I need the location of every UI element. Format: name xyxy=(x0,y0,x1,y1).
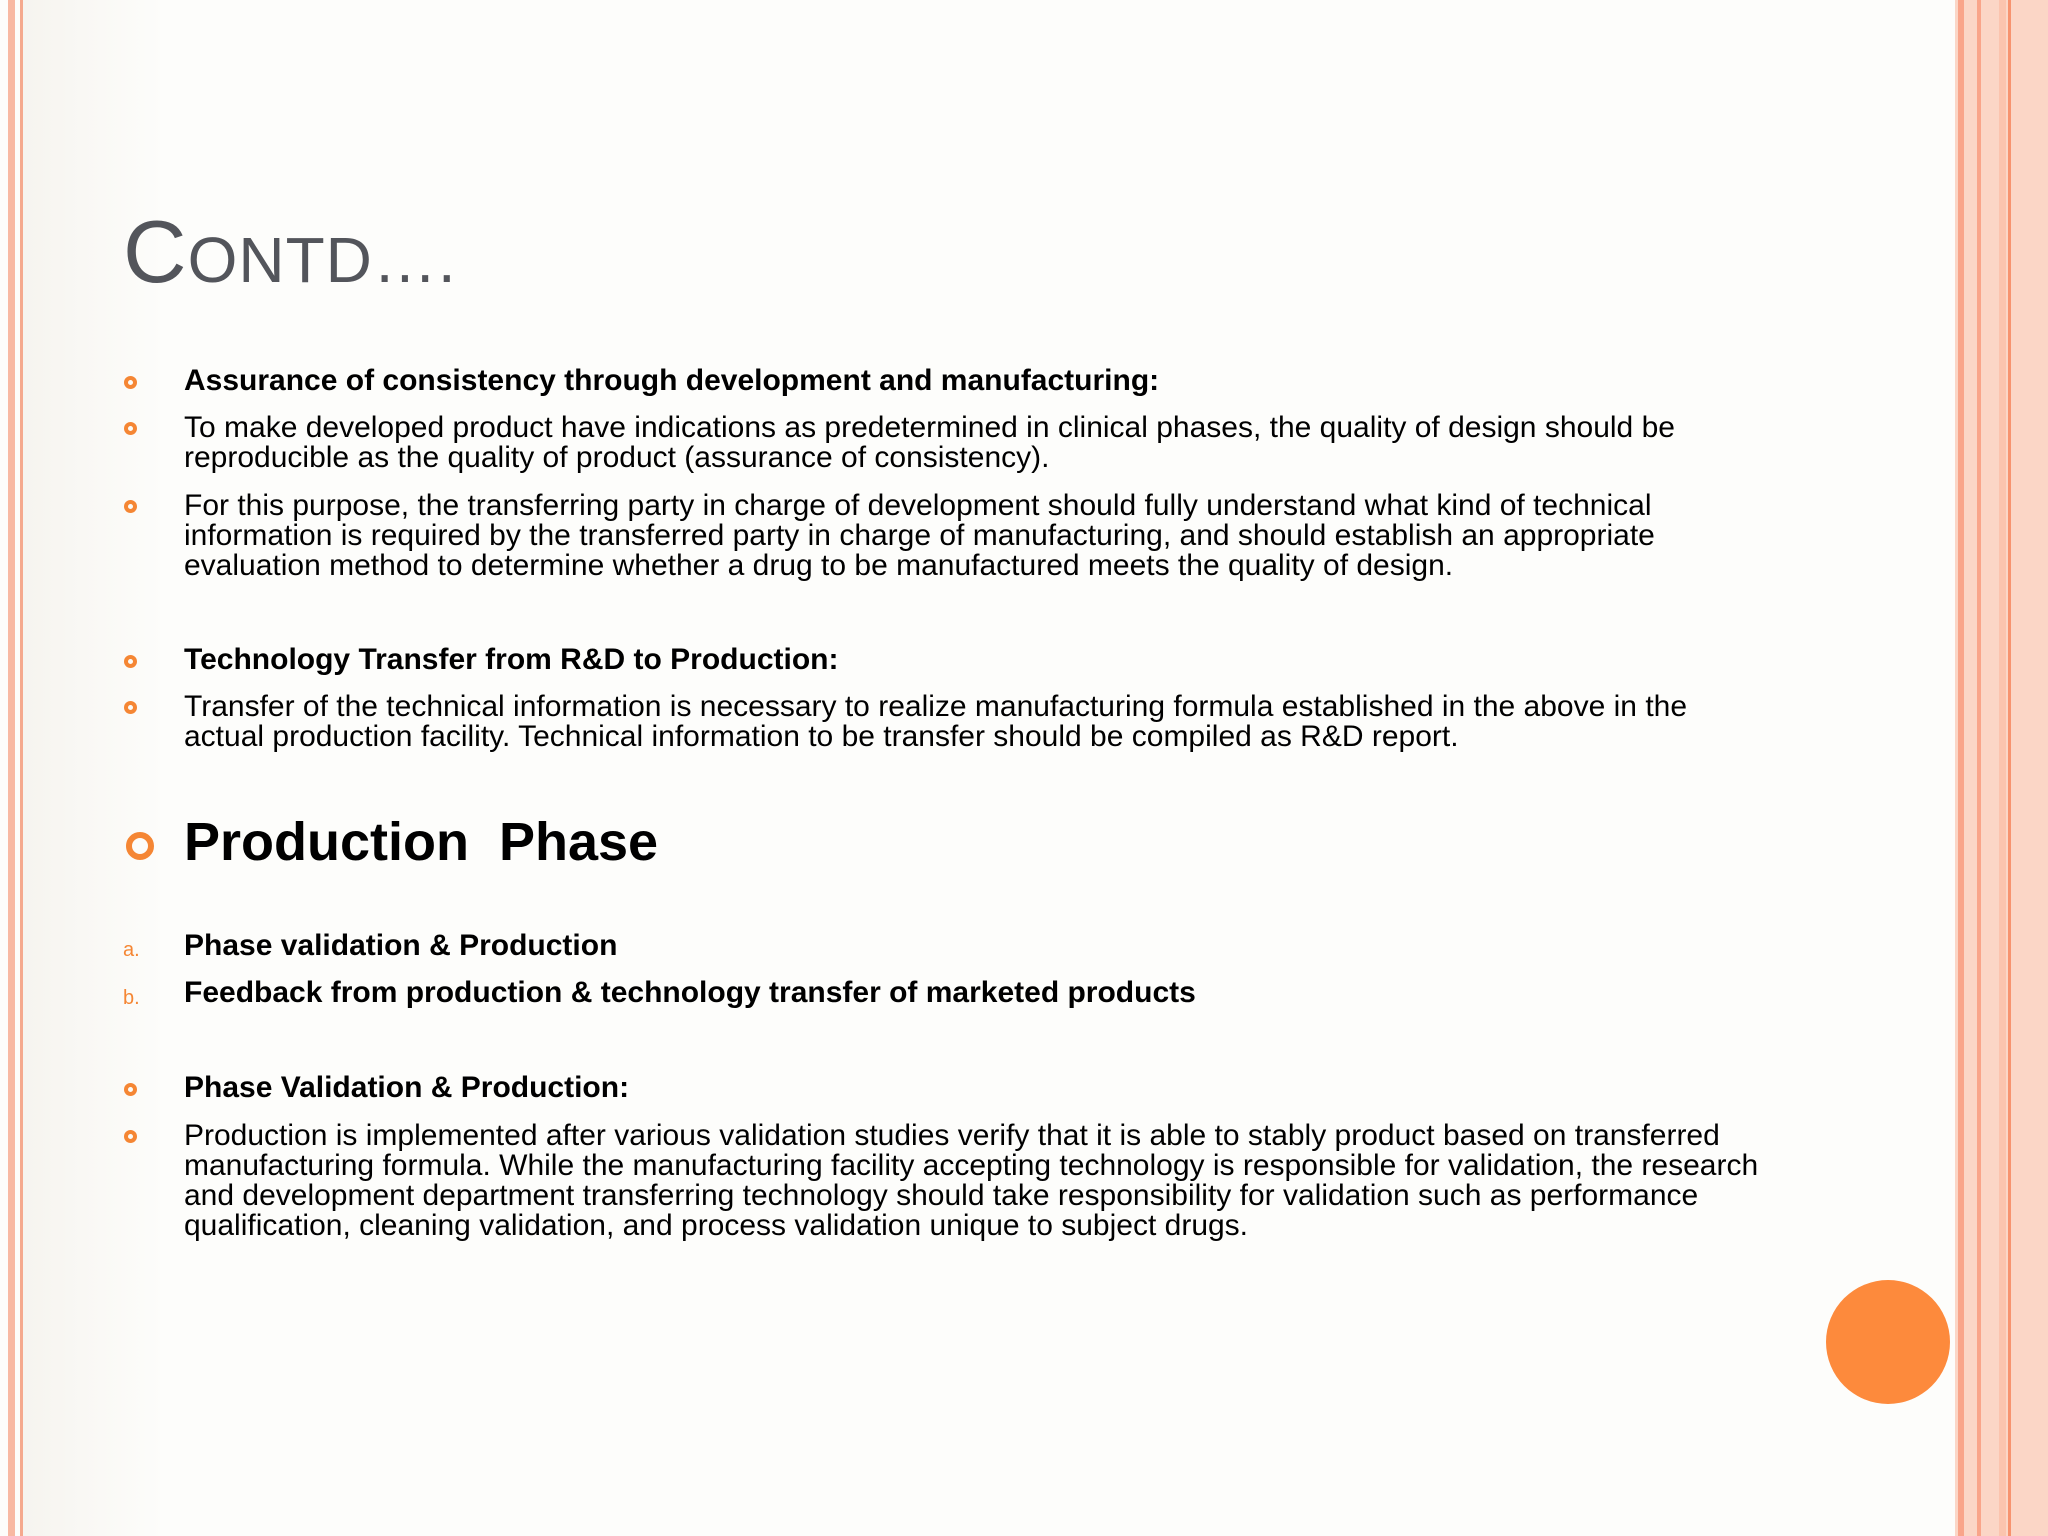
list-item: Feedback from production & technology transfer of marketed products xyxy=(184,976,1196,1009)
bullet-icon xyxy=(124,376,137,389)
bullet-icon xyxy=(124,422,137,435)
list-item: Technology Transfer from R&D to Production: xyxy=(184,643,839,676)
bullet-icon xyxy=(124,701,137,714)
list-marker: b. xyxy=(123,987,140,1009)
bullet-icon xyxy=(124,655,137,668)
list-item: Phase Validation & Production: xyxy=(184,1071,630,1104)
list-marker: a. xyxy=(123,939,140,961)
list-item: Production is implemented after various validation studies verify that it is able to stably product based on transferred manufacturing formula. While the manufacturing facility accepting technology is responsible for validation, the research and development department transferring technology should take responsibility for validation such as performance qualification, cleaning validation, and process validation unique to subject drugs. xyxy=(184,1119,1759,1242)
bullet-icon xyxy=(124,1130,137,1143)
list-item: Phase validation & Production xyxy=(184,929,618,962)
right-stripe xyxy=(1999,0,2006,1536)
right-stripe xyxy=(1977,0,1981,1536)
section-heading: Production Phase xyxy=(184,812,659,872)
left-border-stripe xyxy=(8,0,15,1536)
slide-title xyxy=(123,202,457,301)
bullet-icon xyxy=(126,832,154,860)
right-stripe xyxy=(2008,0,2011,1536)
list-item: For this purpose, the transferring party in charge of development should fully understand what kind of technical information is required by the transferred party in charge of manufacturing, and should establish an appropriate evaluation method to determine whether a drug to be manufactured meets the quality of design. xyxy=(184,489,1655,582)
right-border-band xyxy=(1955,0,2048,1536)
title-first-letter: C xyxy=(123,202,188,301)
list-item: To make developed product have indications as predetermined in clinical phases, the quality of design should be reproducible as the quality of product (assurance of consistency). xyxy=(184,411,1675,474)
title-rest: ONTD…. xyxy=(187,224,457,296)
bullet-icon xyxy=(124,500,137,513)
list-item: Assurance of consistency through development and manufacturing: xyxy=(184,364,1160,397)
decorative-orange-circle xyxy=(1826,1280,1950,1404)
right-stripe xyxy=(1958,0,1964,1536)
list-item: Transfer of the technical information is necessary to realize manufacturing formula established in the above in the actual production facility. Technical information to be transfer should be compiled as R&D report. xyxy=(184,690,1688,753)
bullet-icon xyxy=(124,1083,137,1096)
